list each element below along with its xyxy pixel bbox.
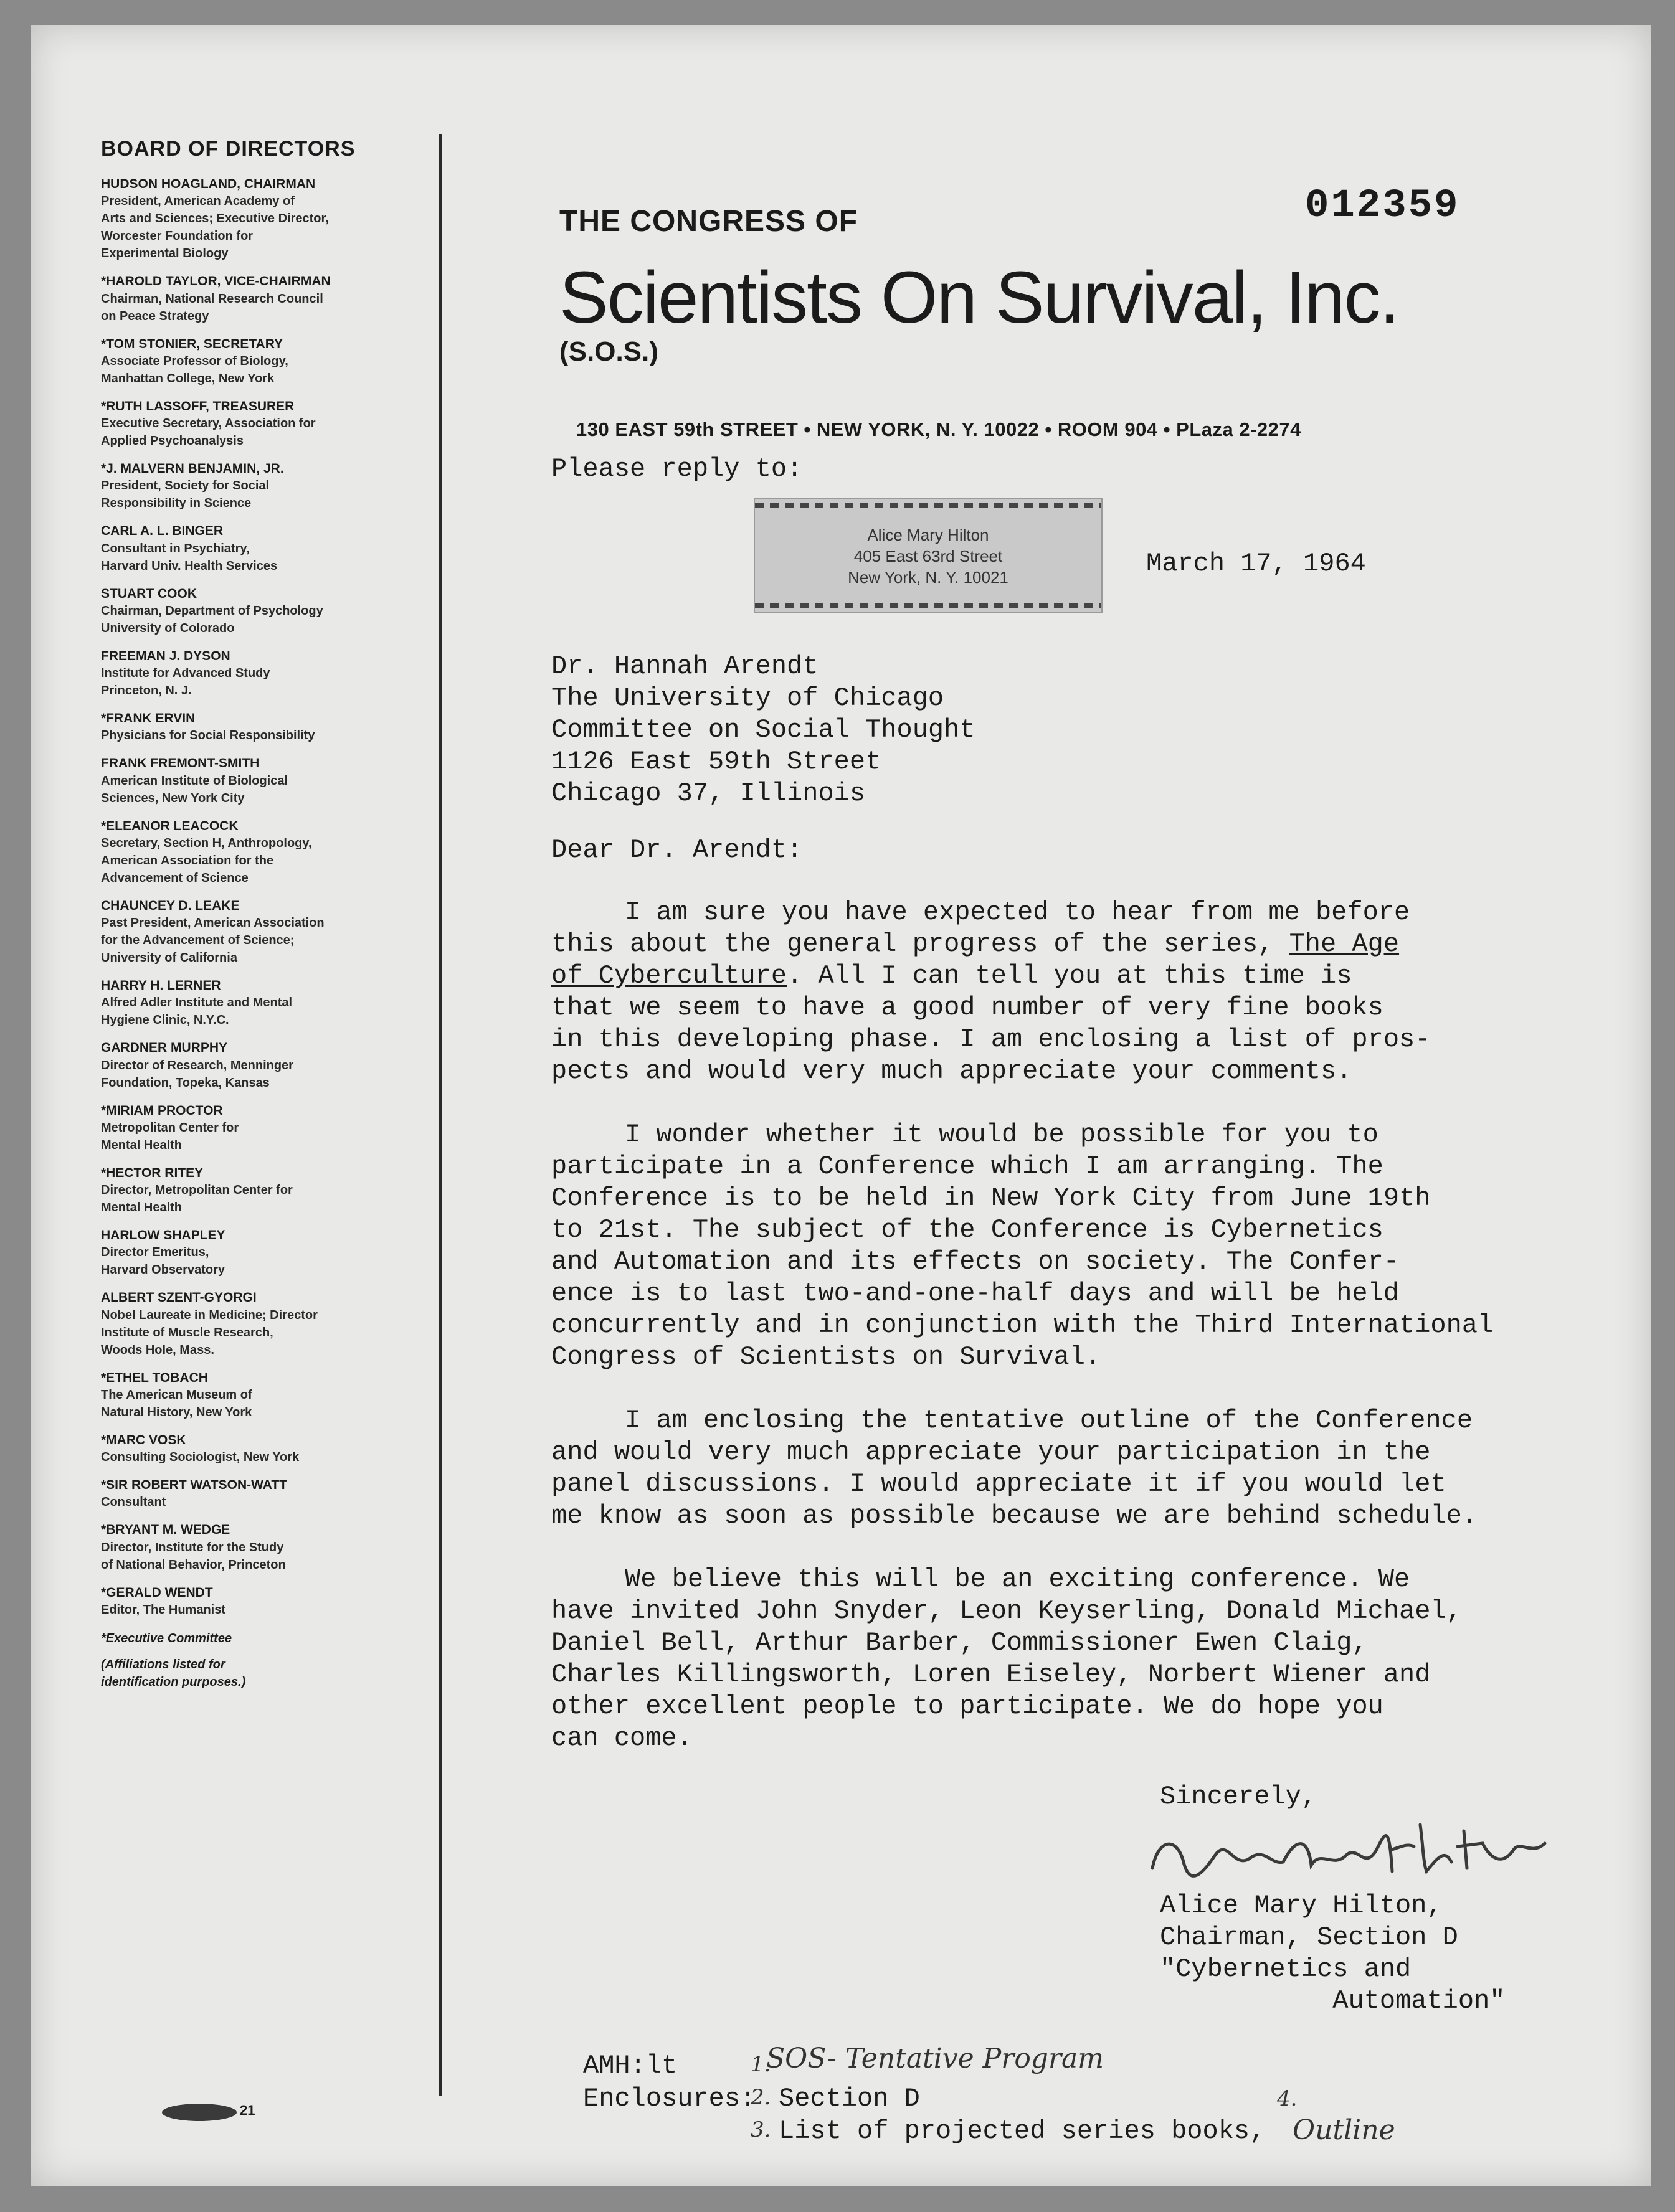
- closing: Sincerely,: [1160, 1782, 1317, 1812]
- board-member-name: *J. MALVERN BENJAMIN, JR.: [101, 461, 284, 476]
- board-member-name: *RUTH LASSOFF, TREASURER: [101, 399, 295, 414]
- board-member-name: *GERALD WENDT: [101, 1585, 213, 1600]
- board-member-name: *MIRIAM PROCTOR: [101, 1103, 223, 1118]
- board-member-name: *HAROLD TAYLOR, VICE-CHAIRMAN: [101, 274, 331, 289]
- union-label-number: 21: [240, 2102, 255, 2118]
- board-member-affiliation: American Institute of Biological Sciences, New York City: [101, 773, 288, 805]
- board-member: [101, 1432, 450, 1466]
- board-member-name: CARL A. L. BINGER: [101, 524, 224, 539]
- series-title-cont: of Cyberculture: [551, 961, 787, 991]
- board-member-name: *ETHEL TOBACH: [101, 1370, 208, 1385]
- enclosure-number: 2.: [751, 2085, 771, 2110]
- label-line: Alice Mary Hilton: [867, 526, 989, 544]
- return-address-label: [754, 498, 1103, 613]
- board-member-list: [101, 176, 450, 1619]
- board-member-affiliation: Director, Metropolitan Center for Mental Health: [101, 1183, 293, 1214]
- board-member-name: CHAUNCEY D. LEAKE: [101, 898, 240, 913]
- board-member-affiliation: President, Society for Social Responsibility in Science: [101, 479, 270, 511]
- board-member-affiliation: Chairman, Department of Psychology University of Colorado: [101, 603, 323, 635]
- board-member-affiliation: Nobel Laureate in Medicine; Director Institute of Muscle Research, Woods Hole, Mass.: [101, 1308, 318, 1357]
- board-member: [101, 1103, 450, 1154]
- board-member-affiliation: Consulting Sociologist, New York: [101, 1450, 300, 1464]
- board-member: [101, 755, 450, 806]
- board-member-affiliation: Consultant in Psychiatry, Harvard Univ. Health Services: [101, 541, 278, 573]
- paragraph-1: [551, 897, 1623, 1087]
- board-member: [101, 818, 450, 887]
- board-member: [101, 1370, 450, 1421]
- board-member-name: HUDSON HOAGLAND, CHAIRMAN: [101, 177, 316, 191]
- paragraph-4: We believe this will be an exciting conference. We have invited John Snyder, Leon Keyserling, Donald Michael, Daniel Bell, Arthur Barber, Commissioner Ewen Claig, Charles Killingsworth, Loren Eiseley, Norbert Wiener and other excellent people to participate. We do hope you can come.: [551, 1564, 1462, 1753]
- letter-date: March 17, 1964: [1146, 549, 1366, 579]
- board-member: [101, 978, 450, 1029]
- enclosure-number: 4.: [1277, 2086, 1298, 2111]
- board-member-name: *ELEANOR LEACOCK: [101, 818, 239, 833]
- board-member-affiliation: President, American Academy of Arts and Sciences; Executive Director, Worcester Foundation for Experimental Biology: [101, 194, 329, 261]
- board-member: [101, 1040, 450, 1091]
- letterhead-address: 130 EAST 59th STREET • NEW YORK, N. Y. 10022 • ROOM 904 • PLaza 2-2274: [576, 418, 1301, 440]
- board-member: [101, 273, 450, 324]
- board-member: [101, 523, 450, 574]
- board-member: [101, 1227, 450, 1279]
- executive-committee-note: *Executive Committee: [101, 1631, 232, 1645]
- board-member: [101, 336, 450, 387]
- board-sidebar: [101, 137, 450, 1691]
- typist-initials: AMH:lt: [583, 2051, 678, 2081]
- board-member-name: *MARC VOSK: [101, 1432, 186, 1447]
- paragraph-text: . All I can tell you at this time is that we seem to have a good number of very fine books in this developing phase. I am enclosing a list of pros- pects and would very much appreciate your comments.: [551, 961, 1431, 1086]
- enclosure-typed-2: List of projected series books,: [779, 2116, 1266, 2146]
- letterhead-abbreviation: (S.O.S.): [559, 336, 658, 367]
- board-member-name: *TOM STONIER, SECRETARY: [101, 336, 283, 351]
- board-member-affiliation: Metropolitan Center for Mental Health: [101, 1120, 239, 1152]
- board-member: [101, 1165, 450, 1216]
- board-member-name: *BRYANT M. WEDGE: [101, 1523, 230, 1538]
- signer-block: Alice Mary Hilton, Chairman, Section D "Cybernetics and Automation": [1160, 1891, 1506, 2016]
- board-member: [101, 1290, 450, 1358]
- board-member-name: *HECTOR RITEY: [101, 1165, 204, 1180]
- enclosures-label: Enclosures:: [583, 2084, 756, 2114]
- board-member-affiliation: Editor, The Humanist: [101, 1602, 226, 1617]
- board-member: [101, 586, 450, 637]
- board-member-affiliation: Executive Secretary, Association for Applied Psychoanalysis: [101, 417, 316, 448]
- board-member: [101, 648, 450, 699]
- board-title: BOARD OF DIRECTORS: [101, 137, 356, 161]
- board-member-name: *FRANK ERVIN: [101, 711, 196, 726]
- enclosure-handwritten-4: Outline: [1293, 2114, 1395, 2146]
- board-member-affiliation: The American Museum of Natural History, New York: [101, 1387, 252, 1419]
- reply-label: Please reply to:: [551, 454, 803, 484]
- letter-page: [31, 25, 1651, 2186]
- label-line: New York, N. Y. 10021: [848, 568, 1008, 587]
- letterhead-org-name: Scientists On Survival, Inc.: [559, 257, 1399, 339]
- board-member: [101, 176, 450, 262]
- board-member-name: HARRY H. LERNER: [101, 978, 221, 993]
- board-member-affiliation: Associate Professor of Biology, Manhattan College, New York: [101, 354, 288, 385]
- board-member-name: GARDNER MURPHY: [101, 1041, 228, 1056]
- document-id: 012359: [1305, 184, 1460, 229]
- board-member-name: STUART COOK: [101, 586, 197, 601]
- enclosure-number: 1.: [751, 2052, 771, 2077]
- paragraph-2: I wonder whether it would be possible for you to participate in a Conference which I am arranging. The Conference is to be held in New York City from June 19th to 21st. The subject of the Conference is Cybernetics and Automation and its effects on society. The Confer- ence is to last two-and-one-half days and will be held concurrently and in conjunction with the Third International Congress of Scientists on Survival.: [551, 1120, 1494, 1372]
- board-member-affiliation: Past President, American Association for the Advancement of Science; University of California: [101, 916, 325, 965]
- board-member: [101, 399, 450, 450]
- series-title: The Age: [1289, 929, 1400, 959]
- salutation: Dear Dr. Arendt:: [551, 835, 803, 865]
- board-member-affiliation: Alfred Adler Institute and Mental Hygiene Clinic, N.Y.C.: [101, 996, 293, 1028]
- paragraph-3: I am enclosing the tentative outline of the Conference and would very much appreciate your participation in the panel discussions. I would appreciate it if you would let me know as soon as possible because we are behind schedule.: [551, 1406, 1478, 1531]
- board-member-affiliation: Director Emeritus, Harvard Observatory: [101, 1245, 225, 1277]
- board-member-affiliation: Director, Institute for the Study of National Behavior, Princeton: [101, 1540, 286, 1572]
- board-member-name: HARLOW SHAPLEY: [101, 1228, 225, 1242]
- label-line: 405 East 63rd Street: [853, 547, 1003, 565]
- addressee-block: Dr. Hannah Arendt The University of Chicago Committee on Social Thought 1126 East 59th Street Chicago 37, Illinois: [551, 651, 975, 808]
- union-label-icon: [162, 2104, 237, 2121]
- board-member: [101, 1477, 450, 1511]
- board-member-affiliation: Consultant: [101, 1495, 166, 1510]
- board-member: [101, 898, 450, 967]
- board-member-name: FREEMAN J. DYSON: [101, 648, 230, 663]
- board-member-name: ALBERT SZENT-GYORGI: [101, 1290, 257, 1305]
- board-member: [101, 1585, 450, 1619]
- board-member-affiliation: Director of Research, Menninger Foundation, Topeka, Kansas: [101, 1058, 293, 1090]
- affiliations-note: (Affiliations listed for identification purposes.): [101, 1657, 246, 1689]
- board-member: [101, 1522, 450, 1573]
- enclosure-number: 3.: [751, 2117, 771, 2142]
- enclosure-typed-1: Section D: [779, 2084, 920, 2114]
- paragraph-text: I am sure you have expected to hear from me before this about the general progress of the series,: [551, 897, 1410, 959]
- board-member-affiliation: Secretary, Section H, Anthropology, American Association for the Advancement of Science: [101, 836, 312, 885]
- board-member-name: FRANK FREMONT-SMITH: [101, 756, 260, 771]
- board-member-affiliation: Chairman, National Research Council on Peace Strategy: [101, 291, 323, 323]
- enclosure-handwritten-1: SOS- Tentative Program: [766, 2043, 1104, 2074]
- letter-body: [551, 897, 1623, 1786]
- handwritten-signature: [1140, 1812, 1551, 1887]
- letterhead-congress: THE CONGRESS OF: [559, 205, 858, 238]
- board-member-name: *SIR ROBERT WATSON-WATT: [101, 1478, 288, 1492]
- board-member-affiliation: Institute for Advanced Study Princeton, N. J.: [101, 666, 270, 697]
- board-member: [101, 461, 450, 512]
- board-member: [101, 711, 450, 744]
- board-member-affiliation: Physicians for Social Responsibility: [101, 729, 315, 743]
- sidebar-divider: [439, 134, 442, 2096]
